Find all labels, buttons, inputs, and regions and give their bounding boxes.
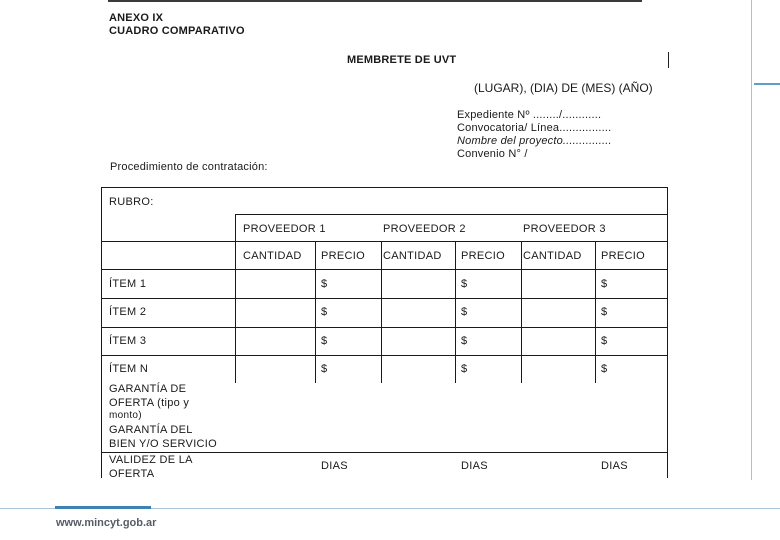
table-rule: [595, 241, 596, 383]
item-label: ÍTEM 1: [109, 278, 147, 290]
footer-accent-bar: [55, 506, 151, 509]
item-label: ÍTEM 3: [109, 335, 147, 347]
table-rule: [101, 269, 668, 270]
table-rule: [101, 327, 668, 328]
footer-url[interactable]: www.mincyt.gob.ar: [56, 517, 157, 529]
price-cell: $: [461, 363, 468, 375]
accent-mark: [754, 83, 780, 85]
price-cell: $: [321, 306, 328, 318]
annex-title: ANEXO IX: [109, 12, 164, 24]
rubro-label: RUBRO:: [109, 196, 154, 208]
column-header: PRECIO: [321, 250, 365, 262]
guarantee-goods-label: [109, 423, 217, 451]
expediente-line: Expediente Nº ......../............: [457, 109, 602, 121]
guarantee-offer-line: GARANTÍA DE: [109, 383, 187, 395]
days-cell: DIAS: [601, 460, 628, 472]
table-rule: [101, 298, 668, 299]
guarantee-offer-label: [109, 382, 189, 422]
table-rule: [235, 214, 668, 215]
table-rule: [101, 241, 668, 242]
column-header: PRECIO: [601, 250, 645, 262]
validity-line: VALIDEZ DE LA: [109, 454, 193, 466]
top-rule: [108, 0, 642, 2]
guarantee-goods-line: GARANTÍA DEL: [109, 424, 193, 436]
text-cursor: [668, 52, 669, 68]
place-date: (LUGAR), (DIA) DE (MES) (AÑO): [474, 81, 653, 95]
table-rule: [101, 355, 668, 356]
column-header: CANTIDAD: [383, 250, 442, 262]
provider-header: PROVEEDOR 1: [243, 223, 326, 235]
price-cell: $: [321, 363, 328, 375]
column-header: CANTIDAD: [523, 250, 582, 262]
column-header: CANTIDAD: [243, 250, 302, 262]
price-cell: $: [461, 335, 468, 347]
days-cell: DIAS: [461, 460, 488, 472]
price-cell: $: [461, 306, 468, 318]
table-rule: [521, 241, 522, 383]
comparison-table: [101, 187, 668, 478]
table-rule: [455, 241, 456, 383]
price-cell: $: [601, 306, 608, 318]
convocatoria-line: Convocatoria/ Línea................: [457, 122, 612, 134]
guarantee-offer-line: OFERTA (tipo y: [109, 397, 190, 409]
table-rule: [315, 241, 316, 383]
document-subtitle: CUADRO COMPARATIVO: [109, 25, 245, 37]
table-rule: [667, 187, 668, 478]
table-rule: [235, 214, 236, 383]
price-cell: $: [461, 278, 468, 290]
price-cell: $: [321, 335, 328, 347]
table-rule: [101, 187, 668, 188]
days-cell: DIAS: [321, 460, 348, 472]
convenio-line: Convenio N° /: [457, 148, 528, 160]
item-label: ÍTEM N: [109, 363, 149, 375]
price-cell: $: [601, 335, 608, 347]
price-cell: $: [601, 363, 608, 375]
validity-label: [109, 453, 193, 481]
procedure-label: Procedimiento de contratación:: [110, 161, 268, 173]
page-edge: [751, 0, 752, 480]
price-cell: $: [321, 278, 328, 290]
project-name-line: Nombre del proyecto...............: [457, 135, 612, 147]
letterhead-label: MEMBRETE DE UVT: [347, 54, 457, 66]
provider-header: PROVEEDOR 3: [523, 223, 606, 235]
guarantee-goods-line: BIEN Y/O SERVICIO: [109, 438, 218, 450]
table-rule: [101, 187, 102, 478]
table-rule: [381, 241, 382, 383]
item-label: ÍTEM 2: [109, 306, 147, 318]
provider-header: PROVEEDOR 2: [383, 223, 466, 235]
price-cell: $: [601, 278, 608, 290]
column-header: PRECIO: [461, 250, 505, 262]
guarantee-offer-line: monto): [109, 410, 142, 421]
validity-line: OFERTA: [109, 468, 155, 480]
